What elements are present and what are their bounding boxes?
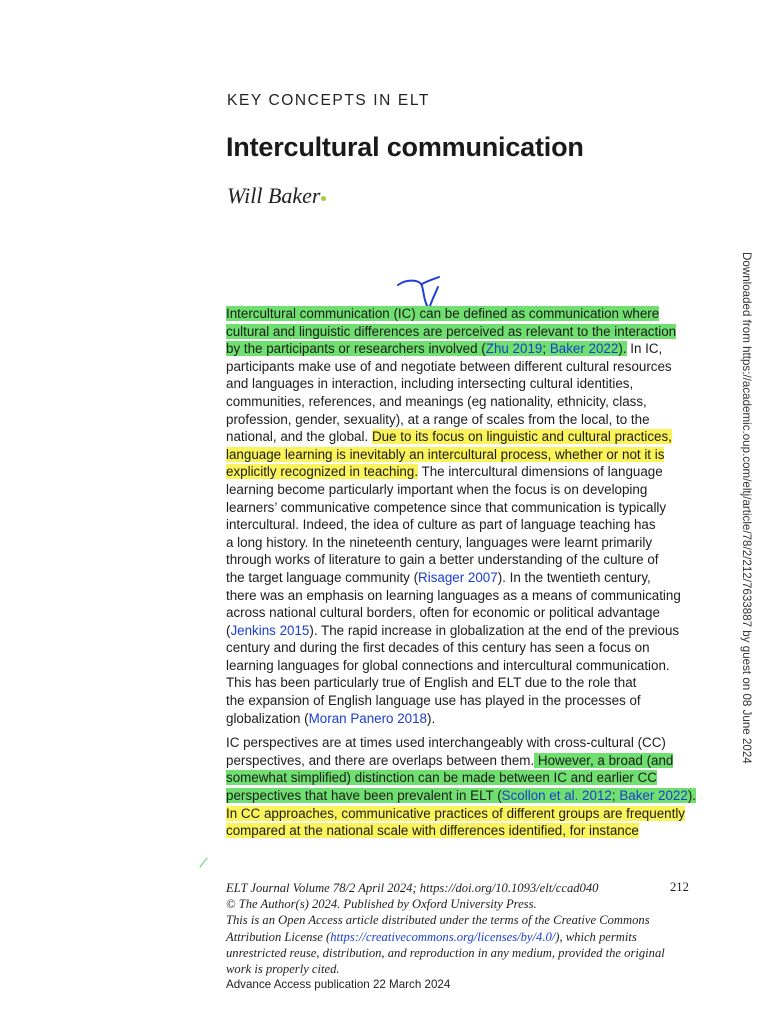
- text-line: [226, 323, 696, 341]
- license-link[interactable]: https://creativecommons.org/licenses/by/4.0/: [330, 929, 556, 944]
- text-line: [226, 340, 696, 358]
- body-text: the target language community (: [226, 569, 419, 585]
- highlighted-text: cultural and linguistic differences are perceived as relevant to the interaction: [226, 323, 677, 339]
- highlighted-text: ;: [542, 341, 550, 357]
- copyright-line: © The Author(s) 2024. Published by Oxford University Press.: [226, 897, 537, 912]
- text-line: [226, 569, 696, 587]
- body-text: and languages in interaction, including intersecting cultural identities,: [226, 376, 634, 392]
- text-line: [226, 604, 696, 622]
- citation-link[interactable]: Baker 2022: [619, 788, 688, 804]
- license-line-2: [226, 929, 696, 945]
- citation-link[interactable]: Zhu 2019: [485, 341, 543, 357]
- orcid-icon[interactable]: [321, 196, 326, 201]
- text-line: [226, 692, 696, 710]
- highlighted-text: language learning is inevitably an intercultural process, whether or not it is: [226, 446, 665, 462]
- page-footer: [226, 880, 696, 993]
- body-text: profession, gender, sexuality), at a range of scales from the local, to the: [226, 411, 650, 427]
- text-line: [226, 805, 696, 823]
- body-text: across national cultural borders, often for economic or political advantage: [226, 605, 660, 621]
- body-text: national, and the global.: [226, 429, 372, 445]
- stray-pen-mark-icon: [198, 855, 210, 869]
- body-text: perspectives, and there are overlaps between them.: [226, 752, 535, 768]
- text-line: [226, 393, 696, 411]
- text-line: [226, 463, 696, 481]
- text-line: [226, 516, 696, 534]
- highlighted-text: ).: [687, 788, 696, 804]
- highlighted-text: In CC approaches, communicative practices of different groups are frequently: [226, 805, 685, 821]
- highlighted-text: ).: [618, 341, 627, 357]
- body-text: a long history. In the nineteenth century, languages were learnt primarily: [226, 534, 653, 550]
- highlighted-text: Due to its focus on linguistic and cultural practices,: [371, 429, 672, 445]
- text-line: [226, 551, 696, 569]
- page-number: 212: [670, 880, 689, 894]
- license-line-3: unrestricted reuse, distribution, and reproduction in any medium, provided the original: [226, 945, 665, 960]
- journal-citation-line: ELT Journal Volume 78/2 April 2024; https://doi.org/10.1093/elt/ccad040: [226, 881, 599, 895]
- license-line-1: This is an Open Access article distributed under the terms of the Creative Commons: [226, 913, 650, 928]
- text-line: [226, 375, 696, 393]
- citation-link[interactable]: Baker 2022: [549, 341, 619, 357]
- article-body: [226, 305, 696, 847]
- text-line: [226, 358, 696, 376]
- download-side-note: Downloaded from https://academic.oup.com/eltj/article/78/2/212/7633887 by guest on 08 June 2024: [740, 252, 753, 764]
- body-text: (: [226, 622, 231, 638]
- body-text: century and during the first decades of this century has seen a focus on: [226, 640, 650, 656]
- highlighted-text: However, a broad (and: [534, 752, 674, 768]
- text-line: [226, 622, 696, 640]
- text-line: [226, 428, 696, 446]
- license-prefix: Attribution License (: [226, 929, 331, 944]
- license-suffix: ), which permits: [555, 929, 637, 944]
- advance-access-line: Advance Access publication 22 March 2024: [226, 978, 451, 992]
- body-text: The intercultural dimensions of language: [418, 464, 663, 480]
- body-text: communities, references, and meanings (eg nationality, ethnicity, class,: [226, 393, 647, 409]
- text-line: [226, 734, 696, 752]
- body-text: This has been particularly true of English and ELT due to the role that: [226, 675, 637, 691]
- text-line: [226, 499, 696, 517]
- body-text: participants make use of and negotiate between different cultural resources: [226, 358, 672, 374]
- text-line: [226, 411, 696, 429]
- body-text: intercultural. Indeed, the idea of culture as part of language teaching has: [226, 517, 656, 533]
- highlighted-text: perspectives that have been prevalent in ELT (: [226, 788, 502, 804]
- author-line: [227, 183, 326, 209]
- body-paragraph-1: [226, 305, 696, 727]
- body-text: the expansion of English language use has played in the processes of: [226, 693, 641, 709]
- citation-link[interactable]: Scollon et al. 2012: [501, 788, 612, 804]
- text-line: [226, 639, 696, 657]
- highlighted-text: ;: [611, 788, 620, 804]
- body-text: learning become particularly important when the focus is on developing: [226, 481, 648, 497]
- text-line: [226, 674, 696, 692]
- text-line: [226, 534, 696, 552]
- highlighted-text: explicitly recognized in teaching.: [226, 464, 419, 480]
- text-line: [226, 710, 696, 728]
- citation-link[interactable]: Risager 2007: [418, 569, 498, 585]
- text-line: [226, 657, 696, 675]
- text-line: [226, 446, 696, 464]
- body-text: ).: [427, 710, 436, 726]
- citation-link[interactable]: Moran Panero 2018: [308, 710, 428, 726]
- text-line: [226, 769, 696, 787]
- body-text: learning languages for global connections and intercultural communication.: [226, 657, 670, 673]
- body-text: globalization (: [226, 710, 309, 726]
- license-line-4: work is properly cited.: [226, 962, 340, 977]
- body-text: ). In the twentieth century,: [497, 569, 651, 585]
- highlighted-text: by the participants or researchers involved (: [226, 341, 486, 357]
- body-text: through works of literature to gain a better understanding of the culture of: [226, 552, 659, 568]
- text-line: [226, 481, 696, 499]
- body-text: there was an emphasis on learning languages as a means of communicating: [226, 587, 681, 603]
- highlighted-text: compared at the national scale with differences identified, for instance: [226, 823, 639, 839]
- text-line: [226, 787, 696, 805]
- text-line: [226, 587, 696, 605]
- text-line: [226, 752, 696, 770]
- highlighted-text: Intercultural communication (IC) can be defined as communication where: [226, 306, 660, 321]
- body-text: IC perspectives are at times used interchangeably with cross-cultural (CC): [226, 735, 666, 751]
- text-line: [226, 822, 696, 840]
- citation-link[interactable]: Jenkins 2015: [230, 622, 310, 638]
- series-label: KEY CONCEPTS IN ELT: [227, 92, 430, 109]
- body-text: In IC,: [626, 341, 663, 357]
- body-paragraph-2: [226, 734, 696, 840]
- text-line: [226, 305, 696, 323]
- author-name: Will Baker: [227, 183, 321, 208]
- highlighted-text: somewhat simplified) distinction can be made between IC and earlier CC: [226, 770, 657, 786]
- article-title: Intercultural communication: [226, 132, 584, 162]
- body-text: ). The rapid increase in globalization at the end of the previous: [309, 622, 680, 638]
- body-text: learners’ communicative competence since that communication is typically: [226, 499, 667, 515]
